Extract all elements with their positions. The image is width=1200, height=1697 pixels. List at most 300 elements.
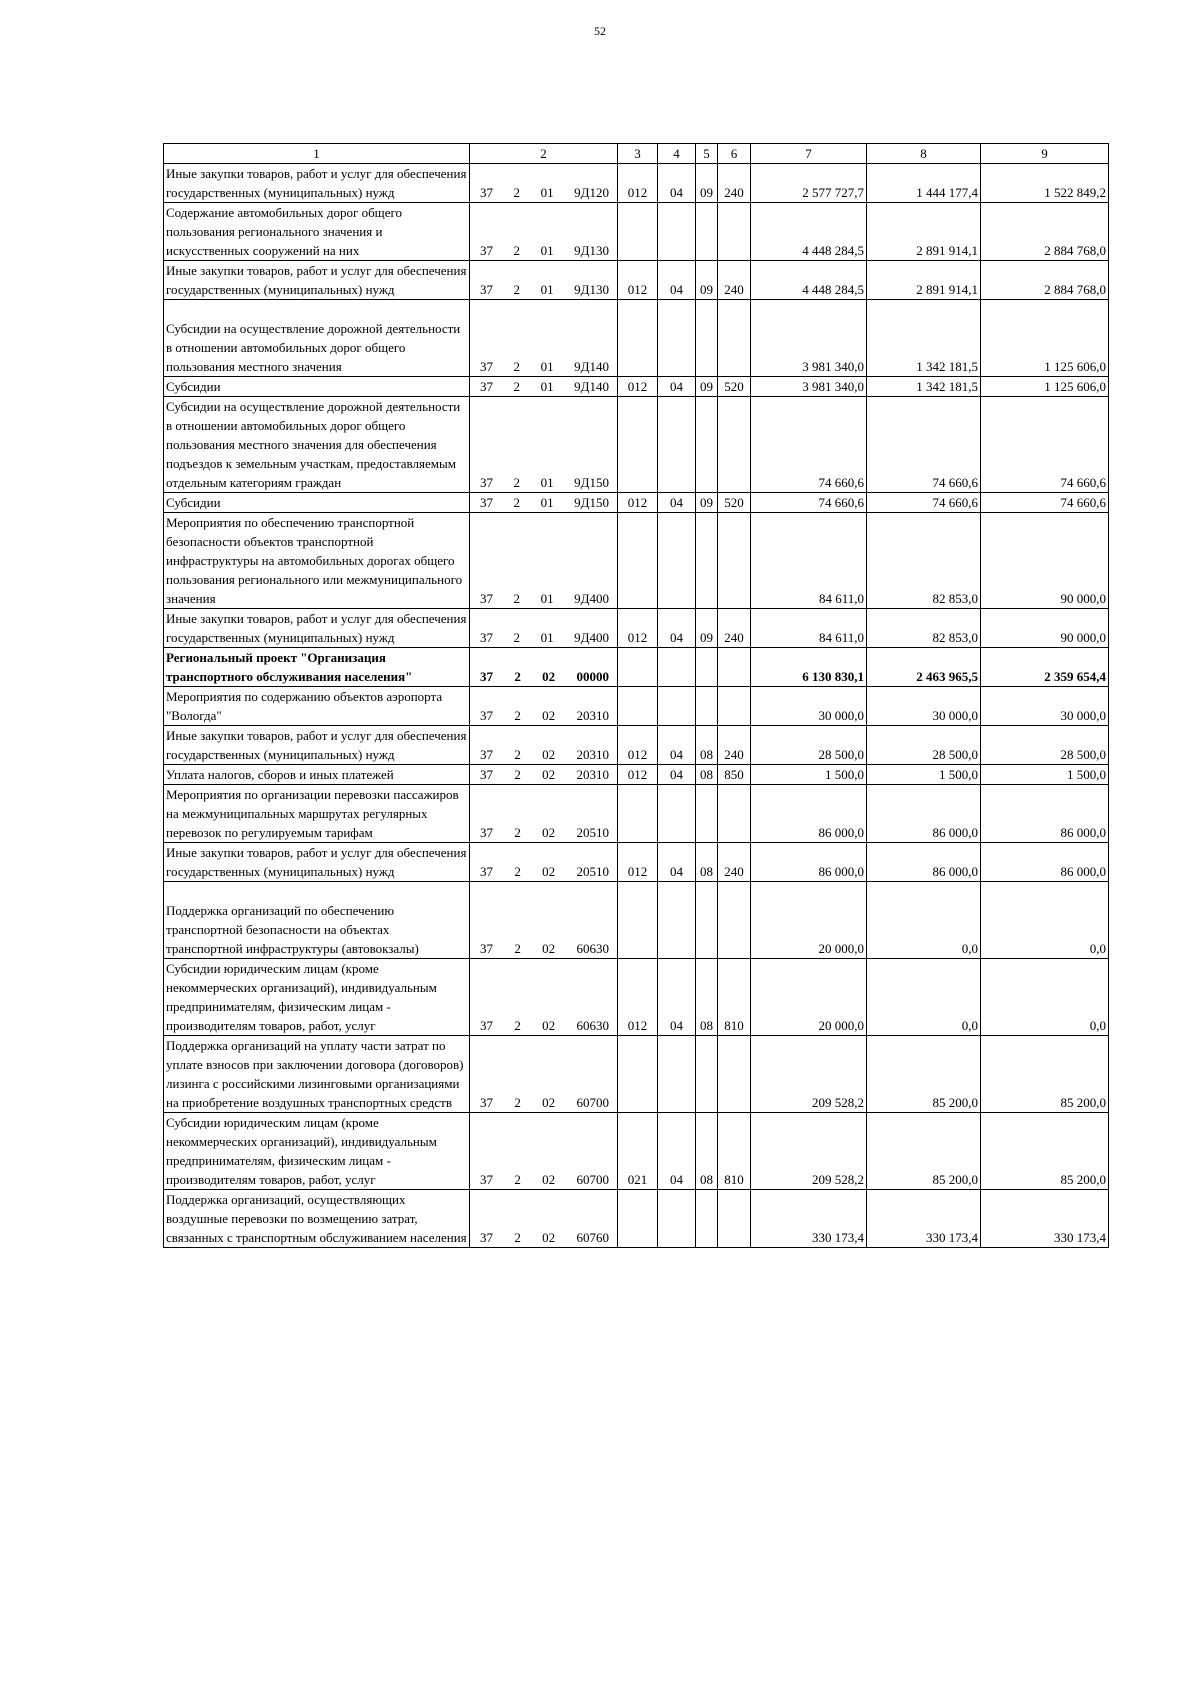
row-code-part: 60630: [576, 1018, 609, 1033]
row-col-5: 08: [696, 959, 718, 1036]
header-cell: 1: [164, 144, 470, 164]
row-amount-8: 86 000,0: [867, 843, 981, 882]
row-code-part: 2: [513, 495, 521, 510]
row-code-part: 37: [480, 1095, 493, 1110]
row-col-5: [696, 513, 718, 609]
row-amount-9: 0,0: [981, 959, 1109, 1036]
row-code-part: 9Д150: [574, 475, 609, 490]
row-col-6: 520: [718, 377, 751, 397]
row-code-part: 01: [540, 591, 554, 606]
row-amount-8: 82 853,0: [867, 513, 981, 609]
row-amount-8: 85 200,0: [867, 1036, 981, 1113]
row-name: Субсидии юридическим лицам (кроме некоммерческих организаций), индивидуальным предпринимателям, физическим лицам - производителям товаров, работ, услуг: [164, 1113, 470, 1190]
row-code-part: 02: [542, 1018, 556, 1033]
row-col-5: 09: [696, 609, 718, 648]
row-code-part: 2: [514, 669, 521, 684]
header-cell: 8: [867, 144, 981, 164]
row-code-part: 20510: [576, 825, 609, 840]
row-code-part: 2: [513, 185, 521, 200]
row-code-part: 37: [480, 591, 493, 606]
row-code-part: 2: [513, 359, 521, 374]
row-code-part: 01: [540, 243, 554, 258]
row-name: Субсидии на осуществление дорожной деятельности в отношении автомобильных дорог общего пользования местного значения: [164, 300, 470, 377]
row-col-6: [718, 785, 751, 843]
row-name: Мероприятия по содержанию объектов аэропорта "Вологда": [164, 687, 470, 726]
row-col-6: 240: [718, 609, 751, 648]
row-col-5: [696, 397, 718, 493]
row-code-part: 2: [514, 1230, 521, 1245]
row-amount-9: 85 200,0: [981, 1113, 1109, 1190]
row-col-4: [658, 1190, 696, 1248]
row-col-5: [696, 203, 718, 261]
row-code-part: 02: [542, 767, 556, 782]
row-code-part: 2: [514, 767, 521, 782]
row-amount-9: 86 000,0: [981, 785, 1109, 843]
row-amount-8: 2 891 914,1: [867, 261, 981, 300]
row-name: Иные закупки товаров, работ и услуг для обеспечения государственных (муниципальных) нужд: [164, 164, 470, 203]
row-code-part: 02: [542, 747, 556, 762]
row-code-part: 37: [480, 1230, 493, 1245]
row-col-6: 240: [718, 261, 751, 300]
row-col-5: 08: [696, 843, 718, 882]
header-cell: 9: [981, 144, 1109, 164]
row-col-5: [696, 785, 718, 843]
row-code-part: 9Д150: [574, 495, 609, 510]
row-col-4: 04: [658, 726, 696, 765]
row-code-group: [472, 377, 615, 396]
row-col-3: 012: [618, 843, 658, 882]
row-code-part: 02: [542, 825, 556, 840]
row-col-5: [696, 882, 718, 959]
row-amount-8: 0,0: [867, 882, 981, 959]
row-code-group: [472, 862, 615, 881]
row-amount-7: 84 611,0: [751, 513, 867, 609]
row-code-part: 2: [513, 630, 521, 645]
row-code-cell: [470, 203, 618, 261]
row-code-part: 60760: [576, 1230, 609, 1245]
header-cell: 4: [658, 144, 696, 164]
row-amount-9: 1 522 849,2: [981, 164, 1109, 203]
row-code-cell: [470, 726, 618, 765]
row-amount-7: 4 448 284,5: [751, 261, 867, 300]
row-col-4: [658, 397, 696, 493]
row-code-part: 02: [542, 864, 556, 879]
row-amount-9: 86 000,0: [981, 843, 1109, 882]
row-col-4: [658, 648, 696, 687]
row-col-3: [618, 513, 658, 609]
row-code-part: 02: [542, 708, 556, 723]
row-col-6: [718, 687, 751, 726]
row-col-6: [718, 300, 751, 377]
table-row: [164, 609, 1109, 648]
table-row: [164, 648, 1109, 687]
row-col-6: 240: [718, 726, 751, 765]
row-amount-7: 6 130 830,1: [751, 648, 867, 687]
row-name: Субсидии: [164, 493, 470, 513]
row-code-part: 2: [514, 1095, 521, 1110]
row-code-part: 37: [480, 495, 493, 510]
row-col-5: 09: [696, 493, 718, 513]
row-code-part: 37: [480, 747, 493, 762]
row-code-part: 02: [542, 1095, 556, 1110]
row-name: Уплата налогов, сборов и иных платежей: [164, 765, 470, 785]
row-col-5: [696, 687, 718, 726]
row-name: Иные закупки товаров, работ и услуг для обеспечения государственных (муниципальных) нужд: [164, 261, 470, 300]
row-code-part: 2: [513, 243, 521, 258]
row-col-3: [618, 1190, 658, 1248]
row-amount-8: 30 000,0: [867, 687, 981, 726]
row-code-part: 37: [480, 767, 493, 782]
row-code-group: [472, 1093, 615, 1112]
column-number-row: [164, 144, 1109, 164]
row-amount-8: 82 853,0: [867, 609, 981, 648]
row-code-cell: [470, 377, 618, 397]
table-row: [164, 882, 1109, 959]
row-amount-9: 28 500,0: [981, 726, 1109, 765]
row-col-4: 04: [658, 493, 696, 513]
row-code-cell: [470, 687, 618, 726]
row-code-group: [472, 357, 615, 376]
row-code-part: 00000: [576, 669, 609, 684]
row-col-4: 04: [658, 1113, 696, 1190]
row-col-5: [696, 648, 718, 687]
row-code-part: 9Д400: [574, 591, 609, 606]
row-code-group: [472, 939, 615, 958]
row-code-group: [472, 823, 615, 842]
row-code-group: [472, 1228, 615, 1247]
row-col-6: [718, 1190, 751, 1248]
row-code-cell: [470, 648, 618, 687]
header-cell: 5: [696, 144, 718, 164]
row-code-cell: [470, 300, 618, 377]
row-code-part: 20310: [576, 708, 609, 723]
row-code-part: 2: [514, 825, 521, 840]
row-code-part: 2: [514, 1018, 521, 1033]
row-amount-8: 1 342 181,5: [867, 377, 981, 397]
row-code-group: [472, 493, 615, 512]
table-row: [164, 1113, 1109, 1190]
row-code-part: 9Д140: [574, 359, 609, 374]
row-col-6: [718, 513, 751, 609]
row-name: Мероприятия по организации перевозки пассажиров на межмуниципальных маршрутах регулярных перевозок по регулируемым тарифам: [164, 785, 470, 843]
row-code-part: 60700: [576, 1172, 609, 1187]
row-code-part: 37: [480, 708, 493, 723]
row-col-6: [718, 1036, 751, 1113]
row-code-part: 2: [513, 475, 521, 490]
row-name: Иные закупки товаров, работ и услуг для обеспечения государственных (муниципальных) нужд: [164, 843, 470, 882]
row-amount-9: 1 500,0: [981, 765, 1109, 785]
row-amount-7: 74 660,6: [751, 493, 867, 513]
row-col-3: 012: [618, 261, 658, 300]
table-row: [164, 493, 1109, 513]
row-amount-7: 3 981 340,0: [751, 377, 867, 397]
row-code-group: [472, 280, 615, 299]
row-amount-7: 86 000,0: [751, 843, 867, 882]
row-col-5: [696, 1036, 718, 1113]
row-code-part: 37: [480, 669, 493, 684]
row-col-5: 08: [696, 765, 718, 785]
row-code-part: 60630: [576, 941, 609, 956]
row-code-part: 37: [480, 825, 493, 840]
row-code-part: 37: [480, 379, 493, 394]
row-col-5: 09: [696, 377, 718, 397]
row-code-group: [472, 1016, 615, 1035]
row-amount-8: 74 660,6: [867, 493, 981, 513]
row-col-3: [618, 300, 658, 377]
row-col-3: [618, 397, 658, 493]
row-code-part: 9Д120: [574, 185, 609, 200]
row-code-group: [472, 745, 615, 764]
row-col-6: [718, 203, 751, 261]
row-code-part: 37: [480, 630, 493, 645]
header-cell: 7: [751, 144, 867, 164]
row-amount-7: 30 000,0: [751, 687, 867, 726]
row-col-4: 04: [658, 959, 696, 1036]
row-code-cell: [470, 785, 618, 843]
row-amount-9: 90 000,0: [981, 513, 1109, 609]
row-name: Мероприятия по обеспечению транспортной безопасности объектов транспортной инфраструктуры на автомобильных дорогах общего пользования регионального или межмуниципального значения: [164, 513, 470, 609]
header-cell: 3: [618, 144, 658, 164]
row-code-part: 01: [540, 359, 554, 374]
row-code-part: 2: [514, 864, 521, 879]
row-code-cell: [470, 765, 618, 785]
row-col-5: [696, 1190, 718, 1248]
row-col-6: [718, 397, 751, 493]
row-code-group: [472, 241, 615, 260]
row-amount-9: 2 884 768,0: [981, 261, 1109, 300]
row-col-5: 09: [696, 261, 718, 300]
row-amount-7: 209 528,2: [751, 1036, 867, 1113]
row-col-3: 012: [618, 726, 658, 765]
table-row: [164, 377, 1109, 397]
row-col-5: 09: [696, 164, 718, 203]
row-col-5: [696, 300, 718, 377]
row-col-4: [658, 1036, 696, 1113]
row-code-part: 01: [540, 379, 554, 394]
row-code-group: [472, 183, 615, 202]
header-cell: 6: [718, 144, 751, 164]
table-row: [164, 203, 1109, 261]
row-code-cell: [470, 882, 618, 959]
row-col-4: [658, 203, 696, 261]
row-col-6: 240: [718, 843, 751, 882]
row-col-3: 012: [618, 164, 658, 203]
row-col-3: [618, 882, 658, 959]
row-code-part: 37: [480, 359, 493, 374]
row-amount-7: 3 981 340,0: [751, 300, 867, 377]
budget-table: [163, 143, 1109, 1248]
row-col-3: 012: [618, 959, 658, 1036]
table-row: [164, 164, 1109, 203]
row-amount-7: 28 500,0: [751, 726, 867, 765]
row-amount-8: 28 500,0: [867, 726, 981, 765]
row-code-group: [472, 589, 615, 608]
row-col-3: [618, 203, 658, 261]
row-amount-9: 2 884 768,0: [981, 203, 1109, 261]
row-code-part: 37: [480, 243, 493, 258]
row-col-5: 08: [696, 1113, 718, 1190]
row-amount-7: 86 000,0: [751, 785, 867, 843]
table-row: [164, 843, 1109, 882]
row-code-part: 37: [480, 1018, 493, 1033]
row-code-part: 9Д130: [574, 243, 609, 258]
table-row: [164, 261, 1109, 300]
row-code-group: [472, 628, 615, 647]
row-col-6: 850: [718, 765, 751, 785]
row-amount-7: 20 000,0: [751, 882, 867, 959]
row-code-part: 02: [542, 941, 556, 956]
budget-table-body: [164, 164, 1109, 1248]
row-code-cell: [470, 261, 618, 300]
row-col-4: 04: [658, 164, 696, 203]
row-amount-9: 1 125 606,0: [981, 300, 1109, 377]
row-col-4: 04: [658, 261, 696, 300]
page-number: 52: [594, 24, 606, 38]
row-code-part: 37: [480, 185, 493, 200]
row-code-cell: [470, 609, 618, 648]
row-code-part: 60700: [576, 1095, 609, 1110]
row-amount-9: 30 000,0: [981, 687, 1109, 726]
row-code-part: 02: [542, 669, 556, 684]
row-amount-7: 74 660,6: [751, 397, 867, 493]
row-code-part: 20310: [576, 767, 609, 782]
row-col-4: 04: [658, 843, 696, 882]
row-amount-8: 2 891 914,1: [867, 203, 981, 261]
row-code-group: [472, 667, 615, 686]
row-code-part: 20510: [576, 864, 609, 879]
row-col-4: [658, 785, 696, 843]
row-name: Субсидии на осуществление дорожной деятельности в отношении автомобильных дорог общего пользования местного значения для обеспечения подъездов к земельным участкам, предоставляемым отдельным категориям граждан: [164, 397, 470, 493]
row-code-part: 2: [513, 379, 521, 394]
table-row: [164, 1036, 1109, 1113]
row-amount-9: 1 125 606,0: [981, 377, 1109, 397]
row-code-part: 37: [480, 1172, 493, 1187]
row-code-part: 9Д140: [574, 379, 609, 394]
row-amount-8: 330 173,4: [867, 1190, 981, 1248]
row-code-part: 02: [542, 1172, 556, 1187]
row-code-part: 37: [480, 941, 493, 956]
row-col-6: 240: [718, 164, 751, 203]
row-code-part: 01: [540, 475, 554, 490]
row-col-6: 520: [718, 493, 751, 513]
table-row: [164, 959, 1109, 1036]
row-code-part: 01: [540, 495, 554, 510]
row-amount-9: 85 200,0: [981, 1036, 1109, 1113]
row-amount-7: 1 500,0: [751, 765, 867, 785]
row-col-4: 04: [658, 609, 696, 648]
row-code-cell: [470, 164, 618, 203]
row-col-3: 012: [618, 493, 658, 513]
row-name: Региональный проект "Организация транспортного обслуживания населения": [164, 648, 470, 687]
row-code-cell: [470, 1113, 618, 1190]
row-col-3: 012: [618, 765, 658, 785]
row-code-part: 9Д130: [574, 282, 609, 297]
row-col-5: 08: [696, 726, 718, 765]
row-amount-9: 2 359 654,4: [981, 648, 1109, 687]
row-code-part: 01: [540, 185, 554, 200]
row-code-part: 2: [513, 282, 521, 297]
row-code-part: 01: [540, 630, 554, 645]
row-amount-7: 330 173,4: [751, 1190, 867, 1248]
table-row: [164, 513, 1109, 609]
header-cell: 2: [470, 144, 618, 164]
row-code-part: 37: [480, 864, 493, 879]
row-amount-9: 0,0: [981, 882, 1109, 959]
row-code-part: 9Д400: [574, 630, 609, 645]
row-amount-9: 330 173,4: [981, 1190, 1109, 1248]
row-code-group: [472, 706, 615, 725]
row-amount-7: 20 000,0: [751, 959, 867, 1036]
row-col-6: [718, 882, 751, 959]
row-col-3: [618, 1036, 658, 1113]
table-row: [164, 300, 1109, 377]
row-code-cell: [470, 513, 618, 609]
row-code-part: 37: [480, 475, 493, 490]
row-name: Поддержка организаций по обеспечению транспортной безопасности на объектах транспортной инфраструктуры (автовокзалы): [164, 882, 470, 959]
row-col-6: 810: [718, 959, 751, 1036]
row-code-cell: [470, 1036, 618, 1113]
row-col-3: 012: [618, 377, 658, 397]
row-code-part: 2: [514, 1172, 521, 1187]
table-row: [164, 765, 1109, 785]
row-code-part: 2: [513, 591, 521, 606]
row-amount-8: 1 342 181,5: [867, 300, 981, 377]
row-code-cell: [470, 1190, 618, 1248]
row-amount-9: 74 660,6: [981, 397, 1109, 493]
row-col-3: 012: [618, 609, 658, 648]
row-code-cell: [470, 493, 618, 513]
row-amount-8: 2 463 965,5: [867, 648, 981, 687]
row-col-6: [718, 648, 751, 687]
row-amount-8: 74 660,6: [867, 397, 981, 493]
row-code-group: [472, 1170, 615, 1189]
row-col-4: [658, 882, 696, 959]
row-code-part: 37: [480, 282, 493, 297]
row-code-part: 02: [542, 1230, 556, 1245]
row-col-4: [658, 513, 696, 609]
row-col-3: 021: [618, 1113, 658, 1190]
row-name: Субсидии: [164, 377, 470, 397]
row-code-part: 2: [514, 941, 521, 956]
row-code-cell: [470, 959, 618, 1036]
row-col-3: [618, 648, 658, 687]
row-name: Поддержка организаций, осуществляющих воздушные перевозки по возмещению затрат, связанных с транспортным обслуживанием населения: [164, 1190, 470, 1248]
row-amount-8: 1 500,0: [867, 765, 981, 785]
table-row: [164, 687, 1109, 726]
row-code-part: 2: [514, 708, 521, 723]
row-name: Поддержка организаций на уплату части затрат по уплате взносов при заключении договора (договоров) лизинга с российскими лизинговыми организациями на приобретение воздушных транспортных средств: [164, 1036, 470, 1113]
row-code-part: 01: [540, 282, 554, 297]
row-name: Иные закупки товаров, работ и услуг для обеспечения государственных (муниципальных) нужд: [164, 726, 470, 765]
row-code-cell: [470, 397, 618, 493]
row-code-group: [472, 473, 615, 492]
row-col-4: [658, 300, 696, 377]
row-col-3: [618, 785, 658, 843]
table-row: [164, 785, 1109, 843]
row-code-part: 2: [514, 747, 521, 762]
row-code-cell: [470, 843, 618, 882]
row-code-group: [472, 765, 615, 784]
row-col-4: 04: [658, 765, 696, 785]
table-row: [164, 726, 1109, 765]
row-name: Содержание автомобильных дорог общего пользования регионального значения и искусственных сооружений на них: [164, 203, 470, 261]
row-col-3: [618, 687, 658, 726]
row-code-part: 20310: [576, 747, 609, 762]
row-amount-7: 209 528,2: [751, 1113, 867, 1190]
row-col-4: 04: [658, 377, 696, 397]
row-amount-8: 85 200,0: [867, 1113, 981, 1190]
row-amount-8: 1 444 177,4: [867, 164, 981, 203]
